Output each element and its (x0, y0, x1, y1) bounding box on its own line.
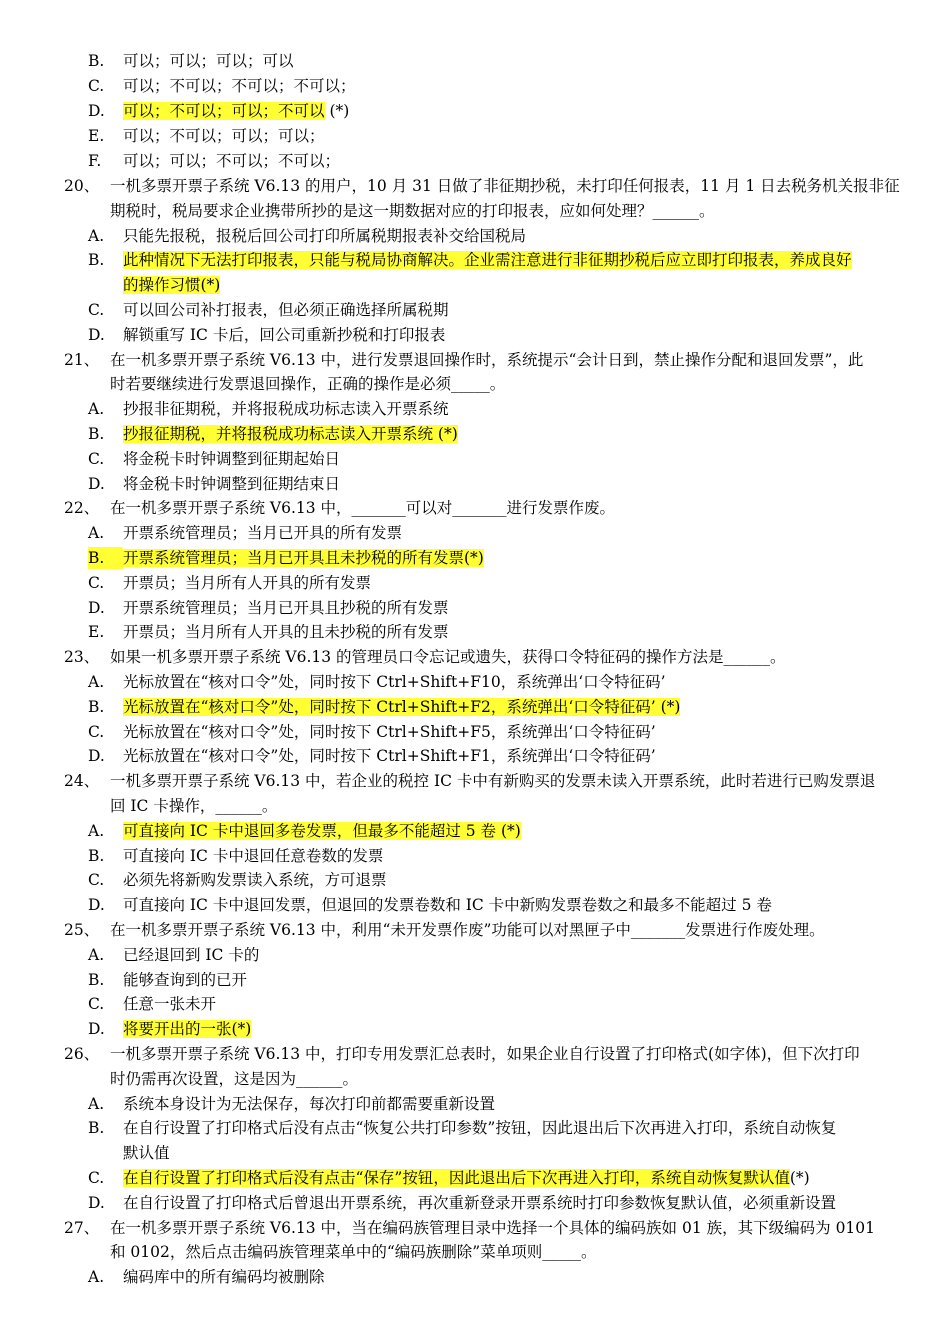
option-D (88, 894, 772, 916)
option-letter: D. (88, 1194, 105, 1212)
option-text: 必须先将新购发票读入系统，方可退票 (123, 871, 387, 889)
option-letter: C. (88, 723, 105, 741)
option-B-answer (88, 249, 852, 271)
option-F: F. 可以；可以；不可以；不可以； (88, 152, 341, 170)
option-text: 开票员；当月所有人开具的所有发票 (123, 574, 372, 592)
question-stem (64, 497, 615, 519)
option-D (88, 1192, 836, 1214)
question-stem-continued (110, 1241, 596, 1263)
option-letter: C. (88, 450, 105, 468)
question-number: 22、 (64, 499, 100, 517)
question-text: 在一机多票开票子系统 V6.13 中，_______可以对_______进行发票作废。 (110, 499, 616, 517)
option-letter: A. (88, 524, 105, 542)
option-letter: B. (88, 547, 123, 569)
option-text: 开票系统管理员；当月已开具的所有发票 (123, 524, 403, 542)
option-D (88, 324, 445, 346)
option-D (88, 745, 656, 767)
option-text: 任意一张未开 (123, 995, 217, 1013)
option-B-answer (88, 547, 484, 569)
question-text: 和 0102，然后点击编码族管理菜单中的“编码族删除”菜单项则_____。 (110, 1243, 597, 1261)
option-letter: C. (88, 995, 105, 1013)
answer-highlight: 将要开出的一张(*) (123, 1020, 252, 1038)
option-text: 可直接向 IC 卡中退回发票，但退回的发票卷数和 IC 卡中新购发票卷数之和最多不能超过 5 卷 (123, 896, 772, 914)
question-text: 时仍需再次设置，这是因为______。 (110, 1070, 359, 1088)
option-letter: C. (88, 574, 105, 592)
option-A (88, 522, 402, 544)
question-text: 如果一机多票开票子系统 V6.13 的管理员口令忘记或遗失，获得口令特征码的操作方法是______。 (110, 648, 786, 666)
question-stem (64, 175, 900, 197)
option-text: 开票系统管理员；当月已开具且抄税的所有发票 (123, 599, 449, 617)
option-C: C. 可以；不可以；不可以；不可以； (88, 77, 356, 95)
question-text: 期税时，税局要求企业携带所抄的是这一期数据对应的打印报表，应如何处理？______。 (110, 202, 715, 220)
option-C-answer (88, 1167, 810, 1189)
question-stem (64, 1043, 860, 1065)
option-A (88, 398, 449, 420)
option-A (88, 671, 666, 693)
option-letter: A. (88, 946, 105, 964)
option-letter: A. (88, 400, 105, 418)
question-stem (64, 1217, 875, 1239)
question-text: 时若要继续进行发票退回操作，正确的操作是必须_____。 (110, 375, 506, 393)
answer-highlight: 此种情况下无法打印报表，只能与税局协商解决。企业需注意进行非征期抄税后应立即打印报表，养成良好 (123, 251, 852, 269)
option-letter: B. (88, 971, 105, 989)
option-E: E. 可以；不可以；可以；可以； (88, 127, 325, 145)
option-text-continued (123, 274, 220, 296)
question-number: 23、 (64, 648, 100, 666)
answer-highlight: 光标放置在“核对口令”处，同时按下 Ctrl+Shift+F2，系统弹出‘口令特征码’ (*) (123, 698, 681, 716)
question-number: 25、 (64, 921, 100, 939)
option-letter: B. (88, 251, 105, 269)
option-D (88, 597, 449, 619)
option-letter: D. (88, 896, 105, 914)
option-A (88, 225, 526, 247)
option-text: 解锁重写 IC 卡后，回公司重新抄税和打印报表 (123, 326, 446, 344)
option-text: 抄报非征期税，并将报税成功标志读入开票系统 (123, 400, 449, 418)
option-text: 可直接向 IC 卡中退回任意卷数的发票 (123, 847, 384, 865)
option-text: 已经退回到 IC 卡的 (123, 946, 260, 964)
option-letter: A. (88, 673, 105, 691)
option-text: 可以回公司补打报表，但必须正确选择所属税期 (123, 301, 449, 319)
option-letter: C. (88, 871, 105, 889)
option-text: 在自行设置了打印格式后没有点击“恢复公共打印参数”按钮，因此退出后下次再进入打印，系统自动恢复 (123, 1119, 837, 1137)
option-letter: E. (88, 623, 105, 641)
question-stem (64, 919, 825, 941)
answer-highlight: 抄报征期税，并将报税成功标志读入开票系统 (*) (123, 425, 458, 443)
question-number: 26、 (64, 1045, 100, 1063)
option-text: 在自行设置了打印格式后曾退出开票系统，再次重新登录开票系统时打印参数恢复默认值，必须重新设置 (123, 1194, 837, 1212)
question-stem (64, 646, 786, 668)
option-text: 将金税卡时钟调整到征期起始日 (123, 450, 341, 468)
option-B (88, 969, 247, 991)
option-text: 编码库中的所有编码均被删除 (123, 1268, 325, 1286)
option-letter: D. (88, 475, 105, 493)
option-B (88, 845, 383, 867)
answer-highlight: 可以；不可以；可以；不可以 (123, 102, 325, 120)
question-stem-continued (110, 373, 505, 395)
question-number: 20、 (64, 177, 100, 195)
option-B-answer (88, 696, 680, 718)
question-text: 一机多票开票子系统 V6.13 中，若企业的税控 IC 卡中有新购买的发票未读入开票系统，此时若进行已购发票退 (110, 772, 876, 790)
question-text: 回 IC 卡操作，______。 (110, 797, 278, 815)
answer-highlight: 开票系统管理员；当月已开具且未抄税的所有发票(*) (123, 549, 484, 567)
option-C (88, 448, 340, 470)
option-letter: A. (88, 1268, 105, 1286)
option-C (88, 572, 371, 594)
option-text: 能够查询到的已开 (123, 971, 248, 989)
question-text: 一机多票开票子系统 V6.13 的用户，10 月 31 日做了非征期抄税，未打印任何报表，11 月 1 日去税务机关报非征 (110, 177, 900, 195)
option-C (88, 721, 656, 743)
option-letter: A. (88, 227, 105, 245)
option-text: 系统本身设计为无法保存，每次打印前都需要重新设置 (123, 1095, 496, 1113)
option-D-answer: D. 可以；不可以；可以；不可以 (*) (88, 102, 350, 120)
option-D (88, 473, 340, 495)
question-number: 21、 (64, 351, 100, 369)
answer-highlight: 可直接向 IC 卡中退回多卷发票，但最多不能超过 5 卷 (*) (123, 822, 521, 840)
option-text: 开票员；当月所有人开具的且未抄税的所有发票 (123, 623, 449, 641)
option-letter: C. (88, 301, 105, 319)
answer-highlight: 在自行设置了打印格式后没有点击“保存”按钮，因此退出后下次再进入打印，系统自动恢复默认值 (123, 1169, 790, 1187)
option-letter: B. (88, 1119, 105, 1137)
option-text: 光标放置在“核对口令”处，同时按下 Ctrl+Shift+F5，系统弹出‘口令特征码’ (123, 723, 656, 741)
question-stem (64, 349, 863, 371)
option-C (88, 869, 387, 891)
option-D-answer (88, 1018, 251, 1040)
question-text: 在一机多票开票子系统 V6.13 中，当在编码族管理目录中选择一个具体的编码族如 01 族，其下级编码为 0101 (110, 1219, 876, 1237)
question-text: 在一机多票开票子系统 V6.13 中，进行发票退回操作时，系统提示“会计日到，禁止操作分配和退回发票”，此 (110, 351, 864, 369)
option-letter: D. (88, 1020, 105, 1038)
option-text: 将金税卡时钟调整到征期结束日 (123, 475, 341, 493)
question-stem-continued (110, 795, 277, 817)
option-letter: B. (88, 425, 105, 443)
question-stem-continued (110, 1068, 358, 1090)
option-A-answer (88, 820, 521, 842)
option-letter: A. (88, 1095, 105, 1113)
option-text: 光标放置在“核对口令”处，同时按下 Ctrl+Shift+F10，系统弹出‘口令特征码’ (123, 673, 666, 691)
option-letter: B. (88, 698, 105, 716)
answer-highlight: 的操作习惯(*) (123, 276, 221, 294)
option-letter: D. (88, 747, 105, 765)
question-text: 一机多票开票子系统 V6.13 中，打印专用发票汇总表时，如果企业自行设置了打印格式(如字体)，但下次打印 (110, 1045, 860, 1063)
question-text: 在一机多票开票子系统 V6.13 中，利用“未开发票作废”功能可以对黑匣子中_______发票进行作废处理。 (110, 921, 825, 939)
option-text: 默认值 (123, 1144, 170, 1162)
option-E (88, 621, 449, 643)
answer-mark: (*) (789, 1169, 810, 1187)
option-text-continued (123, 1142, 170, 1164)
option-letter: A. (88, 822, 105, 840)
option-B (88, 1117, 836, 1139)
option-text: 只能先报税，报税后回公司打印所属税期报表补交给国税局 (123, 227, 527, 245)
option-letter: B. (88, 847, 105, 865)
option-B-answer (88, 423, 458, 445)
question-number: 27、 (64, 1219, 100, 1237)
option-letter: D. (88, 326, 105, 344)
option-C (88, 299, 449, 321)
option-A (88, 944, 259, 966)
question-stem-continued (110, 200, 715, 222)
option-C (88, 993, 216, 1015)
question-number: 24、 (64, 772, 100, 790)
option-B: B. 可以；可以；可以；可以 (88, 52, 294, 70)
option-text: 光标放置在“核对口令”处，同时按下 Ctrl+Shift+F1，系统弹出‘口令特征码’ (123, 747, 656, 765)
option-letter: D. (88, 599, 105, 617)
option-A (88, 1266, 325, 1288)
option-letter: C. (88, 1169, 105, 1187)
question-stem (64, 770, 875, 792)
option-A (88, 1093, 495, 1115)
